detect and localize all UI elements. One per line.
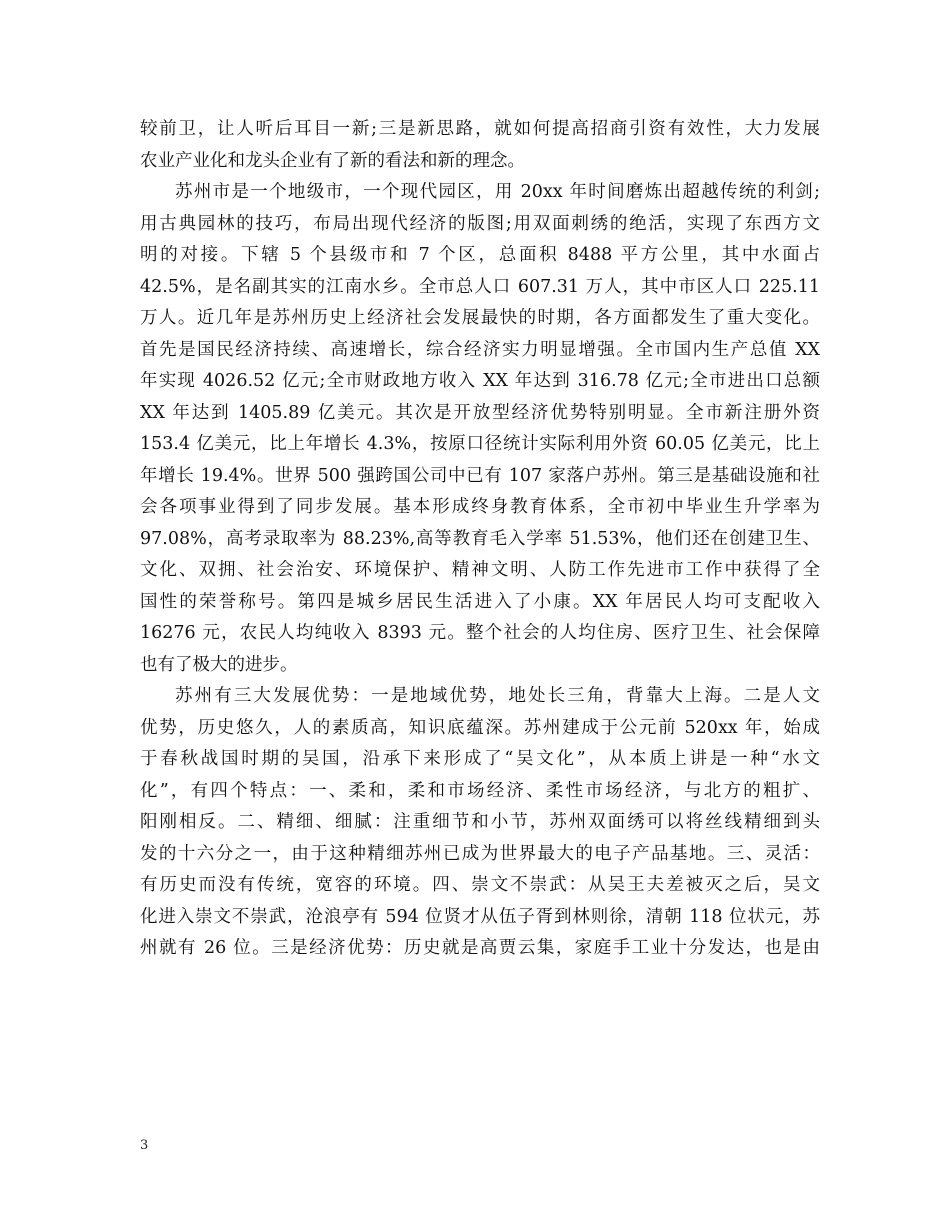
text-line: 较前卫，让人听后耳目一新;三是新思路，就如何提高招商引资有效性，大力发展 bbox=[140, 119, 820, 139]
text-line: 97.08%，高考录取率为 88.23%,高等教育毛入学率 51.53%，他们还在创建卫生、 bbox=[140, 528, 820, 549]
text-line: 16276 元，农民人均纯收入 8393 元。整个社会的人均住房、医疗卫生、社会保障 bbox=[140, 623, 820, 643]
text-line: 文化、双拥、社会治安、环境保护、精神文明、人防工作先进市工作中获得了全 bbox=[140, 560, 820, 580]
text-line: 42.5%，是名副其实的江南水乡。全市总人口 607.31 万人，其中市区人口 225.11 bbox=[140, 276, 820, 297]
paragraph bbox=[140, 681, 820, 965]
text-line: 年增长 19.4%。世界 500 强跨国公司中已有 107 家落户苏州。第三是基础设施和社 bbox=[140, 465, 820, 486]
text-line: XX 年达到 1405.89 亿美元。其次是开放型经济优势特别明显。全市新注册外资 bbox=[140, 402, 820, 423]
text-line: 会各项事业得到了同步发展。基本形成终身教育体系，全市初中毕业生升学率为 bbox=[140, 497, 820, 517]
text-line: 州就有 26 位。三是经济优势：历史就是高贾云集，家庭手工业十分发达，也是由 bbox=[140, 938, 820, 958]
text-line: 万人。近几年是苏州历史上经济社会发展最快的时期，各方面都发生了重大变化。 bbox=[140, 308, 820, 328]
text-line: 也有了极大的进步。 bbox=[140, 654, 298, 675]
text-line: 农业产业化和龙头企业有了新的看法和新的理念。 bbox=[140, 150, 525, 171]
page-number: 3 bbox=[140, 1138, 149, 1153]
text-line: 于春秋战国时期的吴国，沿承下来形成了“吴文化”，从本质上讲是一种“水文 bbox=[140, 749, 820, 769]
text-line: 首先是国民经济持续、高速增长，综合经济实力明显增强。全市国内生产总值 XX bbox=[140, 339, 820, 360]
text-line: 化”，有四个特点：一、柔和，柔和市场经济、柔性市场经济，与北方的粗扩、 bbox=[140, 780, 820, 801]
paragraph bbox=[140, 114, 820, 177]
text-line: 153.4 亿美元，比上年增长 4.3%，按原口径统计实际利用外资 60.05 亿美元，比上 bbox=[140, 434, 820, 454]
text-line: 发的十六分之一，由于这种精细苏州已成为世界最大的电子产品基地。三、灵活： bbox=[140, 843, 820, 864]
text-line: 苏州市是一个地级市，一个现代园区，用 20xx 年时间磨炼出超越传统的利剑; bbox=[175, 182, 820, 202]
text-line: 有历史而没有传统，宽容的环境。四、崇文不崇武：从吴王夫差被灭之后，吴文 bbox=[140, 875, 820, 895]
text-line: 苏州有三大发展优势：一是地域优势，地处长三角，背靠大上海。二是人文 bbox=[175, 686, 820, 706]
text-line: 优势，历史悠久，人的素质高，知识底蕴深。苏州建成于公元前 520xx 年，始成 bbox=[140, 717, 820, 738]
document-body bbox=[140, 114, 820, 965]
text-line: 阳刚相反。二、精细、细腻：注重细节和小节，苏州双面绣可以将丝线精细到头 bbox=[140, 812, 820, 832]
text-line: 国性的荣誉称号。第四是城乡居民生活进入了小康。XX 年居民人均可支配收入 bbox=[140, 591, 820, 612]
text-line: 化进入崇文不崇武，沧浪亭有 594 位贤才从伍子胥到林则徐，清朝 118 位状元，苏 bbox=[140, 906, 820, 927]
text-line: 明的对接。下辖 5 个县级市和 7 个区，总面积 8488 平方公里，其中水面占 bbox=[140, 245, 820, 265]
paragraph bbox=[140, 177, 820, 681]
text-line: 用古典园林的技巧，布局出现代经济的版图;用双面刺绣的绝活，实现了东西方文 bbox=[140, 213, 820, 234]
text-line: 年实现 4026.52 亿元;全市财政地方收入 XX 年达到 316.78 亿元;全市进出口总额 bbox=[140, 371, 820, 391]
